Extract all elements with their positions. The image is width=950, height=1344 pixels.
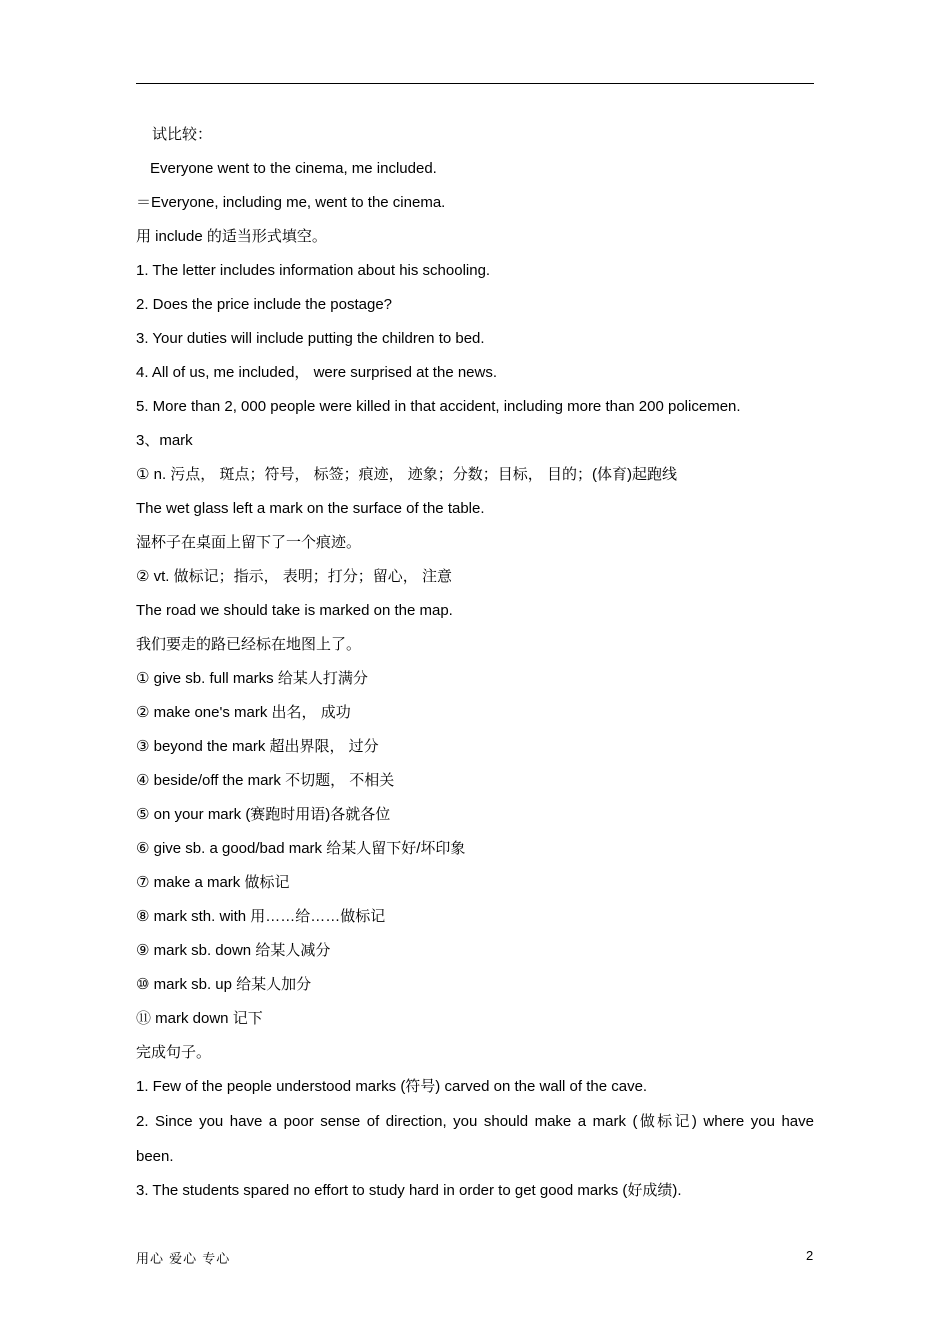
exercise-item: 1. The letter includes information about his schooling. (136, 262, 491, 279)
phrase-item: ⑧ mark sth. with 用……给……做标记 (136, 908, 386, 925)
definition-noun: ① n. 污点， 斑点；符号， 标签；痕迹， 迹象；分数；目标， 目的；(体育)起跑线 (136, 466, 677, 483)
phrase-item: ⑤ on your mark (赛跑时用语)各就各位 (136, 806, 391, 823)
phrase-item: ① give sb. full marks 给某人打满分 (136, 670, 368, 687)
page-number: 2 (806, 1248, 814, 1263)
phrase-item: ⑨ mark sb. down 给某人减分 (136, 942, 331, 959)
exercise-item: 1. Few of the people understood marks (符号) carved on the wall of the cave. (136, 1078, 648, 1095)
phrase-item: ⑪ mark down 记下 (136, 1010, 263, 1027)
example-sentence: The wet glass left a mark on the surface of the table. (136, 500, 485, 517)
phrase-item: ⑦ make a mark 做标记 (136, 874, 290, 891)
section-heading: 3、mark (136, 432, 193, 449)
exercise-item: 3. The students spared no effort to study hard in order to get good marks (好成绩). (136, 1182, 682, 1199)
exercise-item-continued: been. (136, 1148, 174, 1165)
footer-motto: 用心 爱心 专心 (136, 1252, 231, 1267)
example-sentence: Everyone went to the cinema, me included. (150, 160, 437, 177)
definition-verb: ② vt. 做标记；指示， 表明；打分；留心， 注意 (136, 568, 452, 585)
page-body (136, 118, 814, 1208)
example-translation: 我们要走的路已经标在地图上了。 (136, 636, 362, 653)
exercise-item: 4. All of us, me included， were surprised at the news. (136, 364, 498, 381)
phrase-item: ③ beyond the mark 超出界限， 过分 (136, 738, 379, 755)
exercise-item: 3. Your duties will include putting the children to bed. (136, 330, 485, 347)
header-rule (136, 83, 814, 84)
example-sentence: The road we should take is marked on the map. (136, 602, 453, 619)
example-translation: 湿杯子在桌面上留下了一个痕迹。 (136, 534, 362, 551)
exercise-item: 5. More than 2, 000 people were killed in that accident, including more than 200 policemen. (136, 398, 741, 415)
phrase-item: ⑥ give sb. a good/bad mark 给某人留下好/坏印象 (136, 840, 466, 857)
phrase-item: ⑩ mark sb. up 给某人加分 (136, 976, 312, 993)
compare-heading: 试比较： (152, 126, 213, 143)
exercise-item: 2. Since you have a poor sense of direction, you should make a mark (做标记) where you have (136, 1113, 814, 1130)
exercise-instruction: 用 include 的适当形式填空。 (136, 228, 327, 245)
exercise-item: 2. Does the price include the postage? (136, 296, 393, 313)
example-sentence: ＝Everyone, including me, went to the cinema. (136, 194, 446, 211)
phrase-item: ④ beside/off the mark 不切题， 不相关 (136, 772, 395, 789)
exercise-instruction: 完成句子。 (136, 1044, 212, 1061)
phrase-item: ② make one's mark 出名， 成功 (136, 704, 351, 721)
